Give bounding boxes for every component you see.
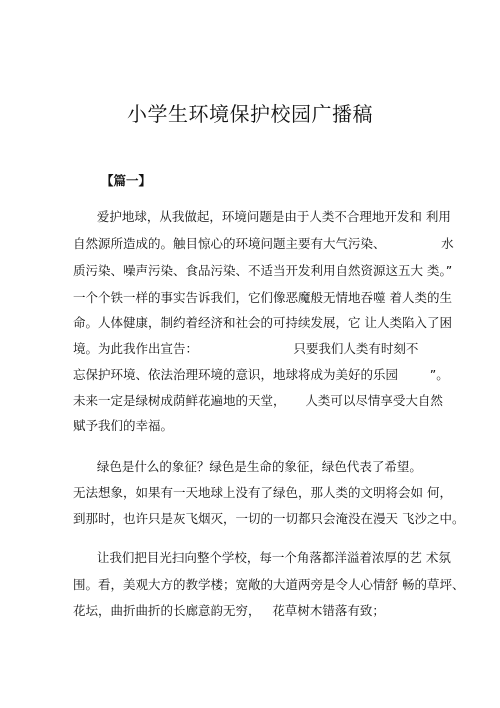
body-line: 自然源所造成的。触目惊心的环境问题主要有大气污染、 水 (73, 236, 454, 251)
body-line: 质污染、噪声污染、食品污染、不适当开发利用自然资源这五大 类。” (73, 263, 453, 278)
body-line: 到那时，也许只是灰飞烟灭，一切的一切都只会淹没在漫天 飞沙之中。 (73, 511, 465, 526)
document-title: 小学生环境保护校园广播稿 (127, 102, 373, 126)
body-line: 爱护地球，从我做起，环境问题是由于人类不合理地开发和 利用 (73, 209, 451, 224)
body-line: 赋予我们的幸福。 (73, 418, 174, 433)
body-line: 围。看，美观大方的教学楼；宽敞的大道两旁是令人心情舒 畅的草坪、 (73, 577, 465, 592)
section-label: 【篇一】 (101, 173, 152, 188)
body-line: 绿色是什么的象征？绿色是生命的象征，绿色代表了希望。 (73, 459, 422, 474)
body-line: 境。为此我作出宣告： 只要我们人类有时刻不 (73, 341, 419, 356)
body-line: 一个个铁一样的事实告诉我们，它们像恶魔般无情地吞噬 着人类的生 (73, 290, 452, 305)
body-line: 忘保护环境、依法治理环境的意识，地球将成为美好的乐园 ”。 (73, 367, 449, 382)
body-line: 花坛，曲折曲折的长廊意韵无穷， 花草树木错落有致； (73, 603, 385, 618)
body-line: 命。人体健康，制约着经济和社会的可持续发展，它 让人类陷入了困 (73, 315, 452, 330)
body-line: 让我们把目光扫向整个学校，每一个角落都洋溢着浓厚的艺 术氛 (73, 550, 451, 565)
body-line: 无法想象，如果有一天地球上没有了绿色，那人类的文明将会如 何， (73, 485, 452, 500)
body-line: 未来一定是绿树成荫鲜花遍地的天堂， 人类可以尽情享受大自然 (73, 393, 443, 408)
